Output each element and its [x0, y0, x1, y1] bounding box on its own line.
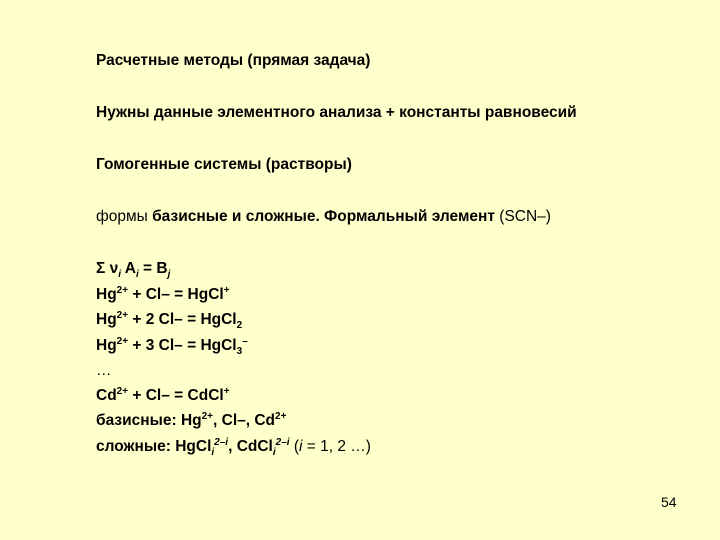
- reaction-body: + 3 Cl– = HgCl: [128, 337, 237, 354]
- forms-bold-text: базисные и сложные. Формальный элемент: [152, 208, 495, 225]
- reaction-hg-1: [96, 285, 230, 305]
- range-index: i: [299, 438, 303, 455]
- basis-label: базисные:: [96, 412, 177, 429]
- complex-hg-charge: 2–i: [214, 437, 229, 448]
- reaction-ion: Hg: [96, 337, 117, 354]
- ellipsis-line: …: [96, 362, 112, 379]
- reaction-cd: [96, 386, 230, 406]
- reaction-body: + Cl– = HgCl: [128, 286, 224, 303]
- forms-line: [96, 207, 551, 227]
- general-equation: [96, 259, 170, 279]
- ion-charge: 2+: [116, 336, 129, 347]
- reaction-hg-3: [96, 336, 248, 356]
- basis-hg: Hg: [180, 412, 202, 429]
- reaction-body: + Cl– = CdCl: [128, 387, 224, 404]
- basis-hg-charge: 2+: [201, 411, 214, 422]
- basis-species-line: [96, 411, 286, 431]
- forms-prefix: формы: [96, 208, 148, 225]
- ion-charge: 2+: [116, 386, 129, 397]
- heading-calculation-methods: Расчетные методы (прямая задача): [96, 52, 371, 69]
- complex-cdcl: , CdCl: [228, 438, 273, 455]
- a-term: A: [121, 260, 136, 277]
- heading-data-needed: Нужны данные элементного анализа + константы равновесий: [96, 104, 577, 121]
- product-charge: +: [223, 386, 230, 397]
- nu-symbol: ν: [109, 260, 119, 277]
- sigma-symbol: Σ: [96, 260, 106, 277]
- index-i: i: [118, 269, 122, 280]
- index-j: j: [167, 269, 171, 280]
- complex-index-i: i: [211, 447, 215, 458]
- formal-element: (SCN–): [499, 208, 551, 225]
- complex-cd-charge: 2–i: [275, 437, 290, 448]
- range-values: = 1, 2 …): [302, 438, 371, 455]
- ion-charge: 2+: [116, 285, 129, 296]
- reaction-ion: Hg: [96, 286, 117, 303]
- product-charge: –: [242, 336, 248, 347]
- index-i-2: i: [135, 269, 139, 280]
- complex-species-line: [96, 437, 371, 457]
- reaction-body: + 2 Cl– = HgCl: [128, 311, 237, 328]
- complex-hgcl: HgCl: [175, 438, 212, 455]
- complex-label: сложные:: [96, 438, 171, 455]
- range-open: (: [289, 438, 300, 455]
- heading-homogeneous-systems: Гомогенные системы (растворы): [96, 156, 352, 173]
- complex-index-i-2: i: [272, 447, 276, 458]
- reaction-hg-2: [96, 310, 242, 330]
- basis-cl-cd: , Cl–, Cd: [213, 412, 276, 429]
- basis-cd-charge: 2+: [275, 411, 287, 422]
- page-number: 54: [661, 494, 677, 510]
- equals-b: = B: [138, 260, 168, 277]
- product-charge: +: [223, 285, 230, 296]
- reaction-ion: Cd: [96, 387, 117, 404]
- ion-charge: 2+: [116, 310, 129, 321]
- reaction-ion: Hg: [96, 311, 117, 328]
- product-subscript: 3: [236, 346, 243, 357]
- product-subscript: 2: [236, 320, 243, 331]
